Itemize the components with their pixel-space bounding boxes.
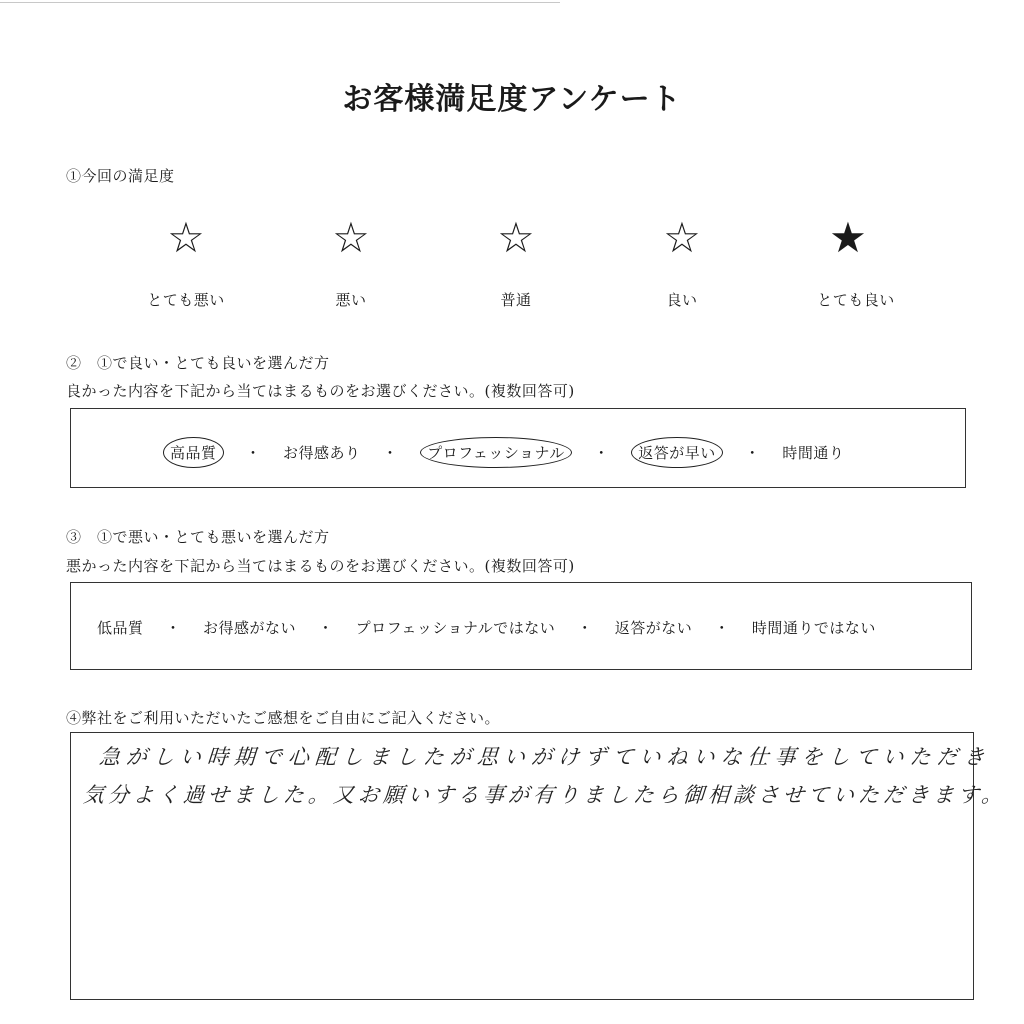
handwritten-answer-line-1: 急がしい時期で心配しましたが思いがけずていねいな仕事をしていただき — [98, 745, 992, 769]
star-very-good-icon[interactable]: ★ — [829, 213, 867, 262]
q2-instruction: 良かった内容を下記から当てはまるものをお選びください。(複数回答可) — [66, 382, 575, 400]
star-bad-icon[interactable]: ☆ — [332, 213, 370, 262]
rating-label-very-bad: とても悪い — [147, 291, 225, 309]
q3-heading: ③ ①で悪い・とても悪いを選んだ方 — [66, 528, 330, 546]
rating-label-bad: 悪い — [335, 291, 367, 309]
option-quick-response[interactable]: 返答が早い — [631, 437, 723, 468]
q1-heading: ①今回の満足度 — [66, 167, 175, 185]
separator-dot: ・ — [577, 619, 593, 637]
q4-heading: ④弊社をご利用いただいたご感想をご自由にご記入ください。 — [66, 709, 501, 727]
star-very-bad-icon[interactable]: ☆ — [167, 213, 205, 262]
rating-label-very-good: とても良い — [817, 291, 895, 309]
handwritten-answer-line-2: 気分よく過せました。又お願いする事が有りましたら御相談させていただきます。 — [82, 783, 1008, 807]
option-low-quality[interactable]: 低品質 — [97, 619, 144, 637]
q3-instruction: 悪かった内容を下記から当てはまるものをお選びください。(複数回答可) — [66, 557, 575, 575]
separator-dot: ・ — [245, 444, 262, 462]
q3-options-row — [97, 617, 876, 638]
option-on-time[interactable]: 時間通り — [782, 444, 845, 462]
option-no-value[interactable]: お得感がない — [203, 619, 297, 637]
separator-dot: ・ — [382, 444, 399, 462]
q2-options-box — [70, 408, 966, 488]
top-border-line — [0, 2, 560, 3]
q2-heading: ② ①で良い・とても良いを選んだ方 — [66, 354, 330, 372]
star-neutral-icon[interactable]: ☆ — [497, 213, 535, 262]
option-not-professional[interactable]: プロフェッショナルではない — [355, 619, 556, 637]
option-good-value[interactable]: お得感あり — [283, 444, 361, 462]
star-good-icon[interactable]: ☆ — [663, 213, 701, 262]
option-high-quality[interactable]: 高品質 — [163, 437, 224, 468]
q2-options-row — [163, 437, 844, 468]
q4-comment-box[interactable] — [70, 732, 1008, 1000]
rating-label-good: 良い — [666, 291, 698, 309]
separator-dot: ・ — [714, 619, 730, 637]
separator-dot: ・ — [318, 619, 334, 637]
separator-dot: ・ — [744, 444, 761, 462]
option-not-on-time[interactable]: 時間通りではない — [751, 619, 876, 637]
q3-options-box — [70, 582, 972, 670]
separator-dot: ・ — [593, 444, 610, 462]
option-professional[interactable]: プロフェッショナル — [420, 437, 572, 468]
page-title: お客様満足度アンケート — [342, 82, 682, 117]
rating-label-neutral: 普通 — [500, 291, 532, 309]
option-no-response[interactable]: 返答がない — [614, 619, 693, 637]
separator-dot: ・ — [165, 619, 182, 637]
